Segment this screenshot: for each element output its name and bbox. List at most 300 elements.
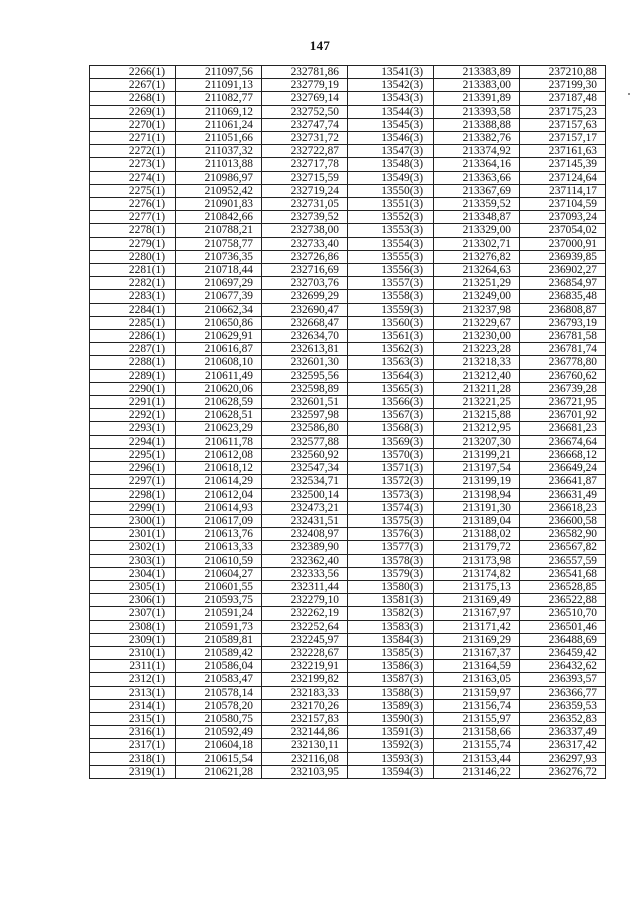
point-id-cell: 2290(1) bbox=[90, 382, 176, 395]
point-id-cell: 2273(1) bbox=[90, 158, 176, 171]
y-coordinate-cell: 236701,92 bbox=[520, 409, 606, 422]
y-coordinate-cell: 232601,30 bbox=[262, 356, 348, 369]
table-row bbox=[90, 356, 606, 369]
x-coordinate-cell: 211091,13 bbox=[176, 79, 262, 92]
point-id-cell: 13541(3) bbox=[348, 66, 434, 79]
point-id-cell: 2300(1) bbox=[90, 514, 176, 527]
point-id-cell: 2269(1) bbox=[90, 105, 176, 118]
point-id-cell: 13554(3) bbox=[348, 237, 434, 250]
x-coordinate-cell: 213249,00 bbox=[434, 290, 520, 303]
point-id-cell: 13571(3) bbox=[348, 462, 434, 475]
point-id-cell: 2275(1) bbox=[90, 184, 176, 197]
point-id-cell: 2281(1) bbox=[90, 264, 176, 277]
point-id-cell: 13565(3) bbox=[348, 382, 434, 395]
x-coordinate-cell: 210614,29 bbox=[176, 475, 262, 488]
x-coordinate-cell: 213199,21 bbox=[434, 448, 520, 461]
point-id-cell: 13573(3) bbox=[348, 488, 434, 501]
point-id-cell: 2305(1) bbox=[90, 580, 176, 593]
point-id-cell: 2292(1) bbox=[90, 409, 176, 422]
y-coordinate-cell: 236582,90 bbox=[520, 528, 606, 541]
y-coordinate-cell: 232690,47 bbox=[262, 303, 348, 316]
y-coordinate-cell: 232668,47 bbox=[262, 316, 348, 329]
point-id-cell: 13551(3) bbox=[348, 198, 434, 211]
x-coordinate-cell: 210613,33 bbox=[176, 541, 262, 554]
table-row bbox=[90, 264, 606, 277]
x-coordinate-cell: 213199,19 bbox=[434, 475, 520, 488]
x-coordinate-cell: 210736,35 bbox=[176, 250, 262, 263]
y-coordinate-cell: 237104,59 bbox=[520, 198, 606, 211]
x-coordinate-cell: 210620,06 bbox=[176, 382, 262, 395]
y-coordinate-cell: 232311,44 bbox=[262, 580, 348, 593]
point-id-cell: 2318(1) bbox=[90, 752, 176, 765]
x-coordinate-cell: 210604,18 bbox=[176, 739, 262, 752]
y-coordinate-cell: 232577,88 bbox=[262, 435, 348, 448]
point-id-cell: 13557(3) bbox=[348, 277, 434, 290]
point-id-cell: 13563(3) bbox=[348, 356, 434, 369]
x-coordinate-cell: 210578,14 bbox=[176, 686, 262, 699]
y-coordinate-cell: 236459,42 bbox=[520, 646, 606, 659]
x-coordinate-cell: 213348,87 bbox=[434, 211, 520, 224]
table-row bbox=[90, 435, 606, 448]
x-coordinate-cell: 213197,54 bbox=[434, 462, 520, 475]
point-id-cell: 2288(1) bbox=[90, 356, 176, 369]
x-coordinate-cell: 210617,09 bbox=[176, 514, 262, 527]
y-coordinate-cell: 232116,08 bbox=[262, 752, 348, 765]
y-coordinate-cell: 232408,97 bbox=[262, 528, 348, 541]
x-coordinate-cell: 210986,97 bbox=[176, 171, 262, 184]
y-coordinate-cell: 232716,69 bbox=[262, 264, 348, 277]
x-coordinate-cell: 211051,66 bbox=[176, 132, 262, 145]
y-coordinate-cell: 236681,23 bbox=[520, 422, 606, 435]
y-coordinate-cell: 237114,17 bbox=[520, 184, 606, 197]
y-coordinate-cell: 232703,76 bbox=[262, 277, 348, 290]
x-coordinate-cell: 210591,73 bbox=[176, 620, 262, 633]
x-coordinate-cell: 213188,02 bbox=[434, 528, 520, 541]
x-coordinate-cell: 211013,88 bbox=[176, 158, 262, 171]
table-row bbox=[90, 541, 606, 554]
table-row bbox=[90, 620, 606, 633]
x-coordinate-cell: 210614,93 bbox=[176, 501, 262, 514]
scan-speck bbox=[628, 93, 630, 95]
point-id-cell: 2302(1) bbox=[90, 541, 176, 554]
x-coordinate-cell: 211037,32 bbox=[176, 145, 262, 158]
x-coordinate-cell: 213198,94 bbox=[434, 488, 520, 501]
x-coordinate-cell: 210611,78 bbox=[176, 435, 262, 448]
y-coordinate-cell: 232228,67 bbox=[262, 646, 348, 659]
x-coordinate-cell: 210629,91 bbox=[176, 330, 262, 343]
y-coordinate-cell: 232738,00 bbox=[262, 224, 348, 237]
point-id-cell: 2280(1) bbox=[90, 250, 176, 263]
y-coordinate-cell: 237000,91 bbox=[520, 237, 606, 250]
point-id-cell: 2312(1) bbox=[90, 673, 176, 686]
x-coordinate-cell: 213174,82 bbox=[434, 567, 520, 580]
y-coordinate-cell: 232547,34 bbox=[262, 462, 348, 475]
x-coordinate-cell: 210613,76 bbox=[176, 528, 262, 541]
y-coordinate-cell: 236352,83 bbox=[520, 712, 606, 725]
table-row bbox=[90, 198, 606, 211]
table-row bbox=[90, 475, 606, 488]
x-coordinate-cell: 210608,10 bbox=[176, 356, 262, 369]
x-coordinate-cell: 213383,00 bbox=[434, 79, 520, 92]
table-row bbox=[90, 501, 606, 514]
x-coordinate-cell: 210589,81 bbox=[176, 633, 262, 646]
point-id-cell: 2304(1) bbox=[90, 567, 176, 580]
table-row bbox=[90, 422, 606, 435]
point-id-cell: 13561(3) bbox=[348, 330, 434, 343]
table-row bbox=[90, 224, 606, 237]
point-id-cell: 13552(3) bbox=[348, 211, 434, 224]
coordinates-table bbox=[89, 65, 606, 779]
x-coordinate-cell: 213393,58 bbox=[434, 105, 520, 118]
point-id-cell: 2284(1) bbox=[90, 303, 176, 316]
x-coordinate-cell: 210583,47 bbox=[176, 673, 262, 686]
table-row bbox=[90, 765, 606, 778]
y-coordinate-cell: 232170,26 bbox=[262, 699, 348, 712]
point-id-cell: 13560(3) bbox=[348, 316, 434, 329]
x-coordinate-cell: 213155,74 bbox=[434, 739, 520, 752]
y-coordinate-cell: 232389,90 bbox=[262, 541, 348, 554]
y-coordinate-cell: 236528,85 bbox=[520, 580, 606, 593]
x-coordinate-cell: 210593,75 bbox=[176, 594, 262, 607]
y-coordinate-cell: 232560,92 bbox=[262, 448, 348, 461]
point-id-cell: 2283(1) bbox=[90, 290, 176, 303]
point-id-cell: 13546(3) bbox=[348, 132, 434, 145]
x-coordinate-cell: 213211,28 bbox=[434, 382, 520, 395]
x-coordinate-cell: 210677,39 bbox=[176, 290, 262, 303]
x-coordinate-cell: 213153,44 bbox=[434, 752, 520, 765]
table-row bbox=[90, 409, 606, 422]
x-coordinate-cell: 213237,98 bbox=[434, 303, 520, 316]
y-coordinate-cell: 232245,97 bbox=[262, 633, 348, 646]
table-row bbox=[90, 132, 606, 145]
x-coordinate-cell: 210718,44 bbox=[176, 264, 262, 277]
y-coordinate-cell: 236317,42 bbox=[520, 739, 606, 752]
point-id-cell: 13576(3) bbox=[348, 528, 434, 541]
y-coordinate-cell: 236721,95 bbox=[520, 396, 606, 409]
y-coordinate-cell: 232752,50 bbox=[262, 105, 348, 118]
point-id-cell: 13591(3) bbox=[348, 726, 434, 739]
y-coordinate-cell: 236854,97 bbox=[520, 277, 606, 290]
y-coordinate-cell: 232781,86 bbox=[262, 66, 348, 79]
x-coordinate-cell: 210601,55 bbox=[176, 580, 262, 593]
x-coordinate-cell: 210650,86 bbox=[176, 316, 262, 329]
point-id-cell: 13548(3) bbox=[348, 158, 434, 171]
y-coordinate-cell: 232747,74 bbox=[262, 118, 348, 131]
coordinates-table-container bbox=[89, 65, 606, 779]
y-coordinate-cell: 236778,80 bbox=[520, 356, 606, 369]
point-id-cell: 13593(3) bbox=[348, 752, 434, 765]
table-row bbox=[90, 118, 606, 131]
y-coordinate-cell: 236510,70 bbox=[520, 607, 606, 620]
point-id-cell: 2287(1) bbox=[90, 343, 176, 356]
point-id-cell: 13555(3) bbox=[348, 250, 434, 263]
y-coordinate-cell: 236939,85 bbox=[520, 250, 606, 263]
point-id-cell: 13590(3) bbox=[348, 712, 434, 725]
y-coordinate-cell: 232252,64 bbox=[262, 620, 348, 633]
point-id-cell: 2301(1) bbox=[90, 528, 176, 541]
y-coordinate-cell: 237161,63 bbox=[520, 145, 606, 158]
y-coordinate-cell: 236902,27 bbox=[520, 264, 606, 277]
point-id-cell: 2285(1) bbox=[90, 316, 176, 329]
y-coordinate-cell: 232473,21 bbox=[262, 501, 348, 514]
table-row bbox=[90, 171, 606, 184]
point-id-cell: 13547(3) bbox=[348, 145, 434, 158]
table-row bbox=[90, 79, 606, 92]
y-coordinate-cell: 232130,11 bbox=[262, 739, 348, 752]
point-id-cell: 2295(1) bbox=[90, 448, 176, 461]
y-coordinate-cell: 232634,70 bbox=[262, 330, 348, 343]
point-id-cell: 2315(1) bbox=[90, 712, 176, 725]
x-coordinate-cell: 213329,00 bbox=[434, 224, 520, 237]
x-coordinate-cell: 213212,95 bbox=[434, 422, 520, 435]
y-coordinate-cell: 236668,12 bbox=[520, 448, 606, 461]
y-coordinate-cell: 236781,74 bbox=[520, 343, 606, 356]
point-id-cell: 2303(1) bbox=[90, 554, 176, 567]
table-row bbox=[90, 726, 606, 739]
y-coordinate-cell: 236781,58 bbox=[520, 330, 606, 343]
point-id-cell: 2306(1) bbox=[90, 594, 176, 607]
x-coordinate-cell: 210610,59 bbox=[176, 554, 262, 567]
x-coordinate-cell: 213146,22 bbox=[434, 765, 520, 778]
y-coordinate-cell: 236276,72 bbox=[520, 765, 606, 778]
table-row bbox=[90, 343, 606, 356]
point-id-cell: 13549(3) bbox=[348, 171, 434, 184]
x-coordinate-cell: 210616,87 bbox=[176, 343, 262, 356]
x-coordinate-cell: 213207,30 bbox=[434, 435, 520, 448]
y-coordinate-cell: 232586,80 bbox=[262, 422, 348, 435]
x-coordinate-cell: 210589,42 bbox=[176, 646, 262, 659]
point-id-cell: 13589(3) bbox=[348, 699, 434, 712]
point-id-cell: 13579(3) bbox=[348, 567, 434, 580]
y-coordinate-cell: 232731,05 bbox=[262, 198, 348, 211]
y-coordinate-cell: 232534,71 bbox=[262, 475, 348, 488]
y-coordinate-cell: 236600,58 bbox=[520, 514, 606, 527]
x-coordinate-cell: 213191,30 bbox=[434, 501, 520, 514]
x-coordinate-cell: 213276,82 bbox=[434, 250, 520, 263]
x-coordinate-cell: 213363,66 bbox=[434, 171, 520, 184]
table-row bbox=[90, 752, 606, 765]
point-id-cell: 2277(1) bbox=[90, 211, 176, 224]
point-id-cell: 13588(3) bbox=[348, 686, 434, 699]
point-id-cell: 2297(1) bbox=[90, 475, 176, 488]
y-coordinate-cell: 237210,88 bbox=[520, 66, 606, 79]
y-coordinate-cell: 232333,56 bbox=[262, 567, 348, 580]
point-id-cell: 13580(3) bbox=[348, 580, 434, 593]
x-coordinate-cell: 213164,59 bbox=[434, 660, 520, 673]
x-coordinate-cell: 213230,00 bbox=[434, 330, 520, 343]
y-coordinate-cell: 232613,81 bbox=[262, 343, 348, 356]
y-coordinate-cell: 236337,49 bbox=[520, 726, 606, 739]
point-id-cell: 13587(3) bbox=[348, 673, 434, 686]
x-coordinate-cell: 213264,63 bbox=[434, 264, 520, 277]
x-coordinate-cell: 213158,66 bbox=[434, 726, 520, 739]
y-coordinate-cell: 232722,87 bbox=[262, 145, 348, 158]
table-row bbox=[90, 488, 606, 501]
point-id-cell: 13594(3) bbox=[348, 765, 434, 778]
point-id-cell: 13558(3) bbox=[348, 290, 434, 303]
point-id-cell: 2291(1) bbox=[90, 396, 176, 409]
point-id-cell: 13566(3) bbox=[348, 396, 434, 409]
x-coordinate-cell: 210604,27 bbox=[176, 567, 262, 580]
point-id-cell: 2293(1) bbox=[90, 422, 176, 435]
table-row bbox=[90, 448, 606, 461]
x-coordinate-cell: 210586,04 bbox=[176, 660, 262, 673]
y-coordinate-cell: 232726,86 bbox=[262, 250, 348, 263]
point-id-cell: 13545(3) bbox=[348, 118, 434, 131]
table-row bbox=[90, 158, 606, 171]
x-coordinate-cell: 213383,89 bbox=[434, 66, 520, 79]
y-coordinate-cell: 232595,56 bbox=[262, 369, 348, 382]
x-coordinate-cell: 210612,08 bbox=[176, 448, 262, 461]
y-coordinate-cell: 237093,24 bbox=[520, 211, 606, 224]
point-id-cell: 2299(1) bbox=[90, 501, 176, 514]
x-coordinate-cell: 213215,88 bbox=[434, 409, 520, 422]
point-id-cell: 2286(1) bbox=[90, 330, 176, 343]
table-row bbox=[90, 303, 606, 316]
table-row bbox=[90, 105, 606, 118]
y-coordinate-cell: 237145,39 bbox=[520, 158, 606, 171]
x-coordinate-cell: 210788,21 bbox=[176, 224, 262, 237]
point-id-cell: 2307(1) bbox=[90, 607, 176, 620]
table-row bbox=[90, 211, 606, 224]
y-coordinate-cell: 236393,57 bbox=[520, 673, 606, 686]
y-coordinate-cell: 236541,68 bbox=[520, 567, 606, 580]
y-coordinate-cell: 236808,87 bbox=[520, 303, 606, 316]
x-coordinate-cell: 210842,66 bbox=[176, 211, 262, 224]
point-id-cell: 13568(3) bbox=[348, 422, 434, 435]
point-id-cell: 2282(1) bbox=[90, 277, 176, 290]
y-coordinate-cell: 236501,46 bbox=[520, 620, 606, 633]
y-coordinate-cell: 236297,93 bbox=[520, 752, 606, 765]
x-coordinate-cell: 210618,12 bbox=[176, 462, 262, 475]
y-coordinate-cell: 236739,28 bbox=[520, 382, 606, 395]
point-id-cell: 13543(3) bbox=[348, 92, 434, 105]
x-coordinate-cell: 213382,76 bbox=[434, 132, 520, 145]
table-row bbox=[90, 739, 606, 752]
y-coordinate-cell: 237175,23 bbox=[520, 105, 606, 118]
y-coordinate-cell: 237199,30 bbox=[520, 79, 606, 92]
y-coordinate-cell: 232699,29 bbox=[262, 290, 348, 303]
table-row bbox=[90, 277, 606, 290]
y-coordinate-cell: 232733,40 bbox=[262, 237, 348, 250]
point-id-cell: 2266(1) bbox=[90, 66, 176, 79]
y-coordinate-cell: 232183,33 bbox=[262, 686, 348, 699]
y-coordinate-cell: 236649,24 bbox=[520, 462, 606, 475]
point-id-cell: 13570(3) bbox=[348, 448, 434, 461]
table-row bbox=[90, 92, 606, 105]
table-row bbox=[90, 673, 606, 686]
y-coordinate-cell: 232719,24 bbox=[262, 184, 348, 197]
point-id-cell: 2298(1) bbox=[90, 488, 176, 501]
x-coordinate-cell: 210952,42 bbox=[176, 184, 262, 197]
table-row bbox=[90, 369, 606, 382]
point-id-cell: 2296(1) bbox=[90, 462, 176, 475]
x-coordinate-cell: 210612,04 bbox=[176, 488, 262, 501]
y-coordinate-cell: 232500,14 bbox=[262, 488, 348, 501]
point-id-cell: 13562(3) bbox=[348, 343, 434, 356]
x-coordinate-cell: 213163,05 bbox=[434, 673, 520, 686]
x-coordinate-cell: 213221,25 bbox=[434, 396, 520, 409]
point-id-cell: 2316(1) bbox=[90, 726, 176, 739]
x-coordinate-cell: 211069,12 bbox=[176, 105, 262, 118]
x-coordinate-cell: 210611,49 bbox=[176, 369, 262, 382]
table-row bbox=[90, 686, 606, 699]
table-row bbox=[90, 646, 606, 659]
y-coordinate-cell: 237054,02 bbox=[520, 224, 606, 237]
point-id-cell: 2308(1) bbox=[90, 620, 176, 633]
y-coordinate-cell: 236618,23 bbox=[520, 501, 606, 514]
y-coordinate-cell: 232731,72 bbox=[262, 132, 348, 145]
x-coordinate-cell: 213169,29 bbox=[434, 633, 520, 646]
x-coordinate-cell: 210901,83 bbox=[176, 198, 262, 211]
point-id-cell: 2309(1) bbox=[90, 633, 176, 646]
y-coordinate-cell: 236793,19 bbox=[520, 316, 606, 329]
point-id-cell: 2279(1) bbox=[90, 237, 176, 250]
x-coordinate-cell: 213175,13 bbox=[434, 580, 520, 593]
x-coordinate-cell: 213167,97 bbox=[434, 607, 520, 620]
table-row bbox=[90, 699, 606, 712]
point-id-cell: 13586(3) bbox=[348, 660, 434, 673]
x-coordinate-cell: 210758,77 bbox=[176, 237, 262, 250]
x-coordinate-cell: 210628,59 bbox=[176, 396, 262, 409]
point-id-cell: 13575(3) bbox=[348, 514, 434, 527]
point-id-cell: 13567(3) bbox=[348, 409, 434, 422]
x-coordinate-cell: 211061,24 bbox=[176, 118, 262, 131]
table-row bbox=[90, 554, 606, 567]
table-row bbox=[90, 607, 606, 620]
x-coordinate-cell: 213391,89 bbox=[434, 92, 520, 105]
table-row bbox=[90, 145, 606, 158]
y-coordinate-cell: 232157,83 bbox=[262, 712, 348, 725]
x-coordinate-cell: 213212,40 bbox=[434, 369, 520, 382]
y-coordinate-cell: 232431,51 bbox=[262, 514, 348, 527]
y-coordinate-cell: 236674,64 bbox=[520, 435, 606, 448]
coordinates-table-body bbox=[90, 66, 606, 779]
x-coordinate-cell: 213155,97 bbox=[434, 712, 520, 725]
table-row bbox=[90, 330, 606, 343]
x-coordinate-cell: 213302,71 bbox=[434, 237, 520, 250]
x-coordinate-cell: 213364,16 bbox=[434, 158, 520, 171]
y-coordinate-cell: 236557,59 bbox=[520, 554, 606, 567]
point-id-cell: 13592(3) bbox=[348, 739, 434, 752]
point-id-cell: 13556(3) bbox=[348, 264, 434, 277]
page-number: 147 bbox=[309, 38, 331, 53]
x-coordinate-cell: 213367,69 bbox=[434, 184, 520, 197]
x-coordinate-cell: 213251,29 bbox=[434, 277, 520, 290]
y-coordinate-cell: 232103,95 bbox=[262, 765, 348, 778]
y-coordinate-cell: 232769,14 bbox=[262, 92, 348, 105]
point-id-cell: 13550(3) bbox=[348, 184, 434, 197]
table-row bbox=[90, 396, 606, 409]
x-coordinate-cell: 213156,74 bbox=[434, 699, 520, 712]
point-id-cell: 13544(3) bbox=[348, 105, 434, 118]
point-id-cell: 2267(1) bbox=[90, 79, 176, 92]
x-coordinate-cell: 210697,29 bbox=[176, 277, 262, 290]
point-id-cell: 13559(3) bbox=[348, 303, 434, 316]
table-row bbox=[90, 184, 606, 197]
x-coordinate-cell: 210580,75 bbox=[176, 712, 262, 725]
table-row bbox=[90, 567, 606, 580]
point-id-cell: 13542(3) bbox=[348, 79, 434, 92]
point-id-cell: 2313(1) bbox=[90, 686, 176, 699]
x-coordinate-cell: 213167,37 bbox=[434, 646, 520, 659]
x-coordinate-cell: 213223,28 bbox=[434, 343, 520, 356]
y-coordinate-cell: 232601,51 bbox=[262, 396, 348, 409]
y-coordinate-cell: 237124,64 bbox=[520, 171, 606, 184]
point-id-cell: 2268(1) bbox=[90, 92, 176, 105]
point-id-cell: 2271(1) bbox=[90, 132, 176, 145]
x-coordinate-cell: 213189,04 bbox=[434, 514, 520, 527]
